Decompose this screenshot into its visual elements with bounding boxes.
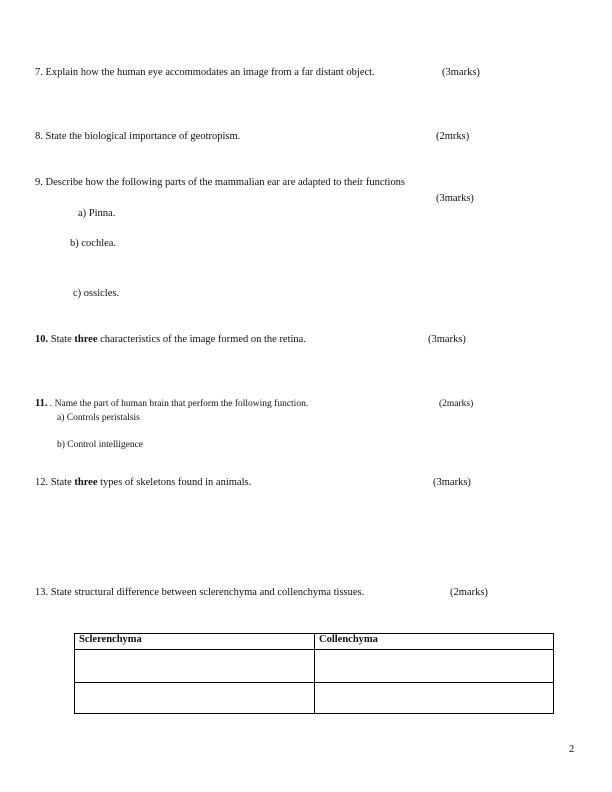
- emphasis: three: [74, 477, 98, 488]
- table-cell[interactable]: [315, 683, 554, 714]
- header-sclerenchyma: Sclerenchyma: [75, 634, 315, 650]
- question-8-marks: (2mrks): [436, 131, 470, 142]
- text: types of skeletons found in animals.: [97, 477, 252, 488]
- question-9: 9. Describe how the following parts of the mammalian ear are adapted to their functions: [35, 177, 406, 188]
- question-9-part-a: a) Pinna.: [78, 208, 116, 219]
- page-number: 2: [569, 744, 575, 755]
- text: characteristics of the image formed on the retina.: [97, 334, 306, 345]
- text: State: [48, 334, 75, 345]
- question-number: 11.: [35, 398, 48, 409]
- question-7-marks: (3marks): [442, 67, 480, 78]
- question-9-marks: (3marks): [436, 193, 474, 204]
- question-13: 13. State structural difference between sclerenchyma and collenchyma tissues.: [35, 587, 365, 598]
- emphasis: three: [74, 334, 98, 345]
- table-cell[interactable]: [315, 650, 554, 683]
- question-11-marks: (2marks): [439, 399, 474, 409]
- question-9-part-b: b) cochlea.: [70, 238, 117, 249]
- question-10: [35, 334, 306, 346]
- question-9-part-c: c) ossicles.: [73, 288, 120, 299]
- table-header-row: [75, 634, 554, 650]
- question-7: 7. Explain how the human eye accommodates an image from a far distant object.: [35, 67, 375, 78]
- table-row: [75, 683, 554, 714]
- comparison-table: [74, 633, 554, 714]
- question-8: 8. State the biological importance of geotropism.: [35, 131, 241, 142]
- text: 12. State: [35, 477, 75, 488]
- table-cell[interactable]: [75, 683, 315, 714]
- question-12: [35, 477, 251, 489]
- question-11-part-b: b) Control intelligence: [57, 440, 144, 450]
- question-11-part-a: a) Controls peristalsis: [57, 413, 140, 423]
- question-10-marks: (3marks): [428, 334, 466, 345]
- table-cell[interactable]: [75, 650, 315, 683]
- question-number: 10.: [35, 334, 49, 345]
- question-13-marks: (2marks): [450, 587, 488, 598]
- question-11: [35, 398, 308, 410]
- header-collenchyma: Collenchyma: [315, 634, 554, 650]
- text: . Name the part of human brain that perform the following function.: [47, 399, 309, 409]
- table-row: [75, 650, 554, 683]
- question-12-marks: (3marks): [433, 477, 471, 488]
